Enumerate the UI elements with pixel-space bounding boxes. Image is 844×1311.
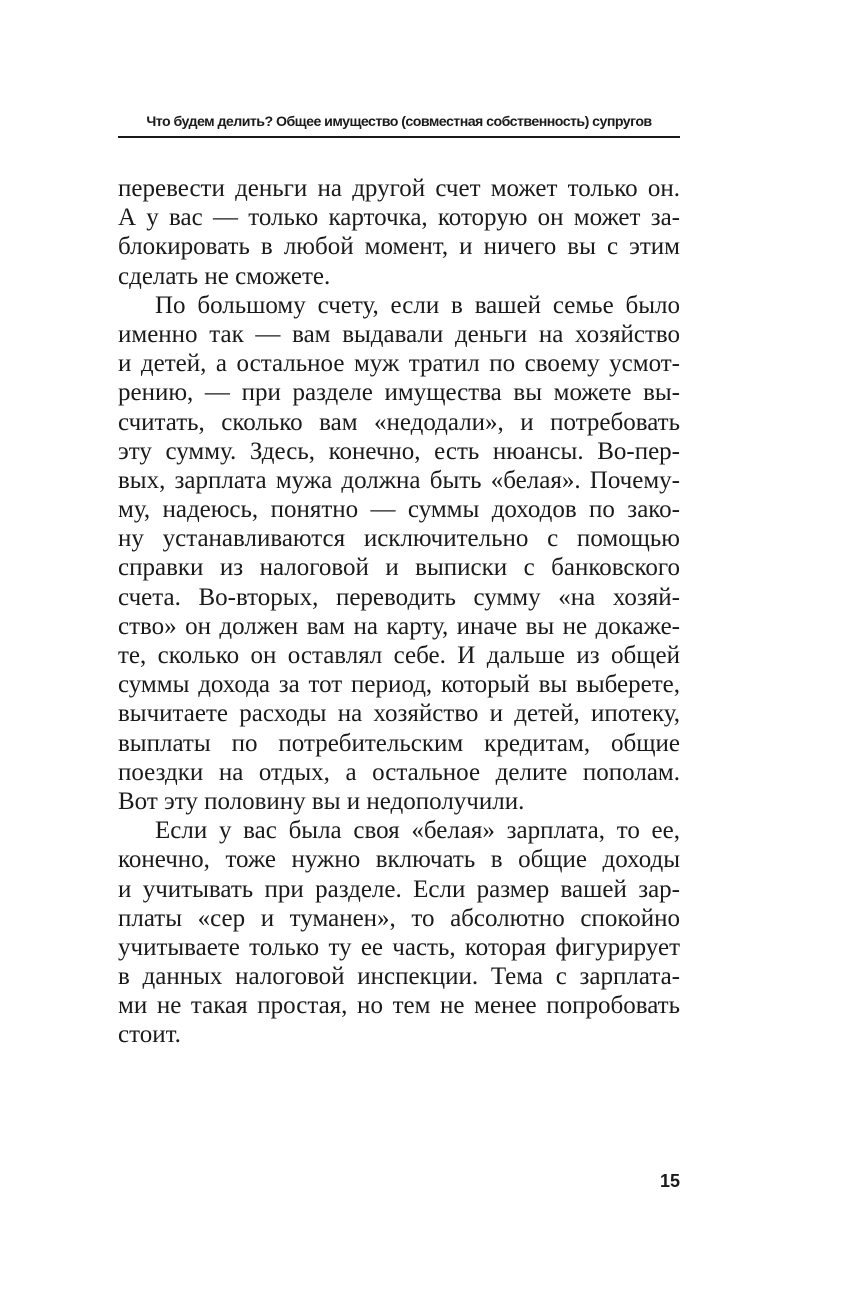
text-line: му, надеюсь, понятно — суммы доходов по зако- (118, 496, 680, 524)
text-line: поездки на отдых, а остальное делите пополам. (118, 758, 680, 786)
text-line: рению, — при разделе имущества вы можете вы- (118, 379, 680, 407)
text-line: счета. Во-вторых, переводить сумму «на хозяй- (118, 583, 680, 611)
text-line: в данных налоговой инспекции. Тема с зарплата- (118, 963, 680, 991)
text-line: перевести деньги на другой счет может только он. (118, 175, 680, 202)
text-line: стоит. (118, 1021, 181, 1049)
text-line: сделать не сможете. (118, 262, 331, 290)
text-line: блокировать в любой момент, и ничего вы с этим (118, 233, 680, 261)
text-line: А у вас — только карточка, которую он может за- (118, 204, 680, 232)
text-line: те, сколько он оставлял себе. И дальше из общей (118, 642, 680, 669)
text-line: справки из налоговой и выписки с банковского (118, 554, 680, 582)
text-line: конечно, тоже нужно включать в общие доходы (118, 846, 680, 874)
text-line: вычитаете расходы на хозяйство и детей, ипотеку, (118, 700, 680, 728)
body-text (118, 174, 680, 1050)
page-number: 15 (659, 1171, 680, 1191)
text-line: именно так — вам выдавали деньги на хозяйство (118, 320, 680, 348)
text-line: учитываете только ту ее часть, которая фигурирует (118, 933, 680, 961)
text-line: и детей, а остальное муж тратил по своему усмот- (118, 350, 680, 378)
header-rule (118, 136, 680, 138)
text-line: платы «сер и туманен», то абсолютно спокойно (118, 904, 680, 932)
text-line: ство» он должен вам на карту, иначе вы не докаже- (118, 612, 680, 640)
text-line: ну устанавливаются исключительно с помощью (118, 525, 680, 553)
text-line: считать, сколько вам «недодали», и потребовать (118, 408, 680, 436)
text-line: эту сумму. Здесь, конечно, есть нюансы. Во-пер- (118, 437, 680, 465)
text-line: и учитывать при разделе. Если размер вашей зар- (118, 875, 680, 903)
text-line: Вот эту половину вы и недополучили. (118, 787, 525, 815)
text-line: Если у вас была своя «белая» зарплата, то ее, (155, 817, 680, 845)
text-line: ми не такая простая, но тем не менее попробовать (118, 992, 680, 1020)
text-line: вых, зарплата мужа должна быть «белая». Почему- (118, 466, 680, 494)
running-header: Что будем делить? Общее имущество (совместная собственность) супругов (146, 114, 652, 130)
text-line: По большому счету, если в вашей семье было (155, 291, 680, 319)
text-line: суммы дохода за тот период, который вы выберете, (118, 671, 680, 699)
text-line: выплаты по потребительским кредитам, общие (118, 729, 680, 757)
